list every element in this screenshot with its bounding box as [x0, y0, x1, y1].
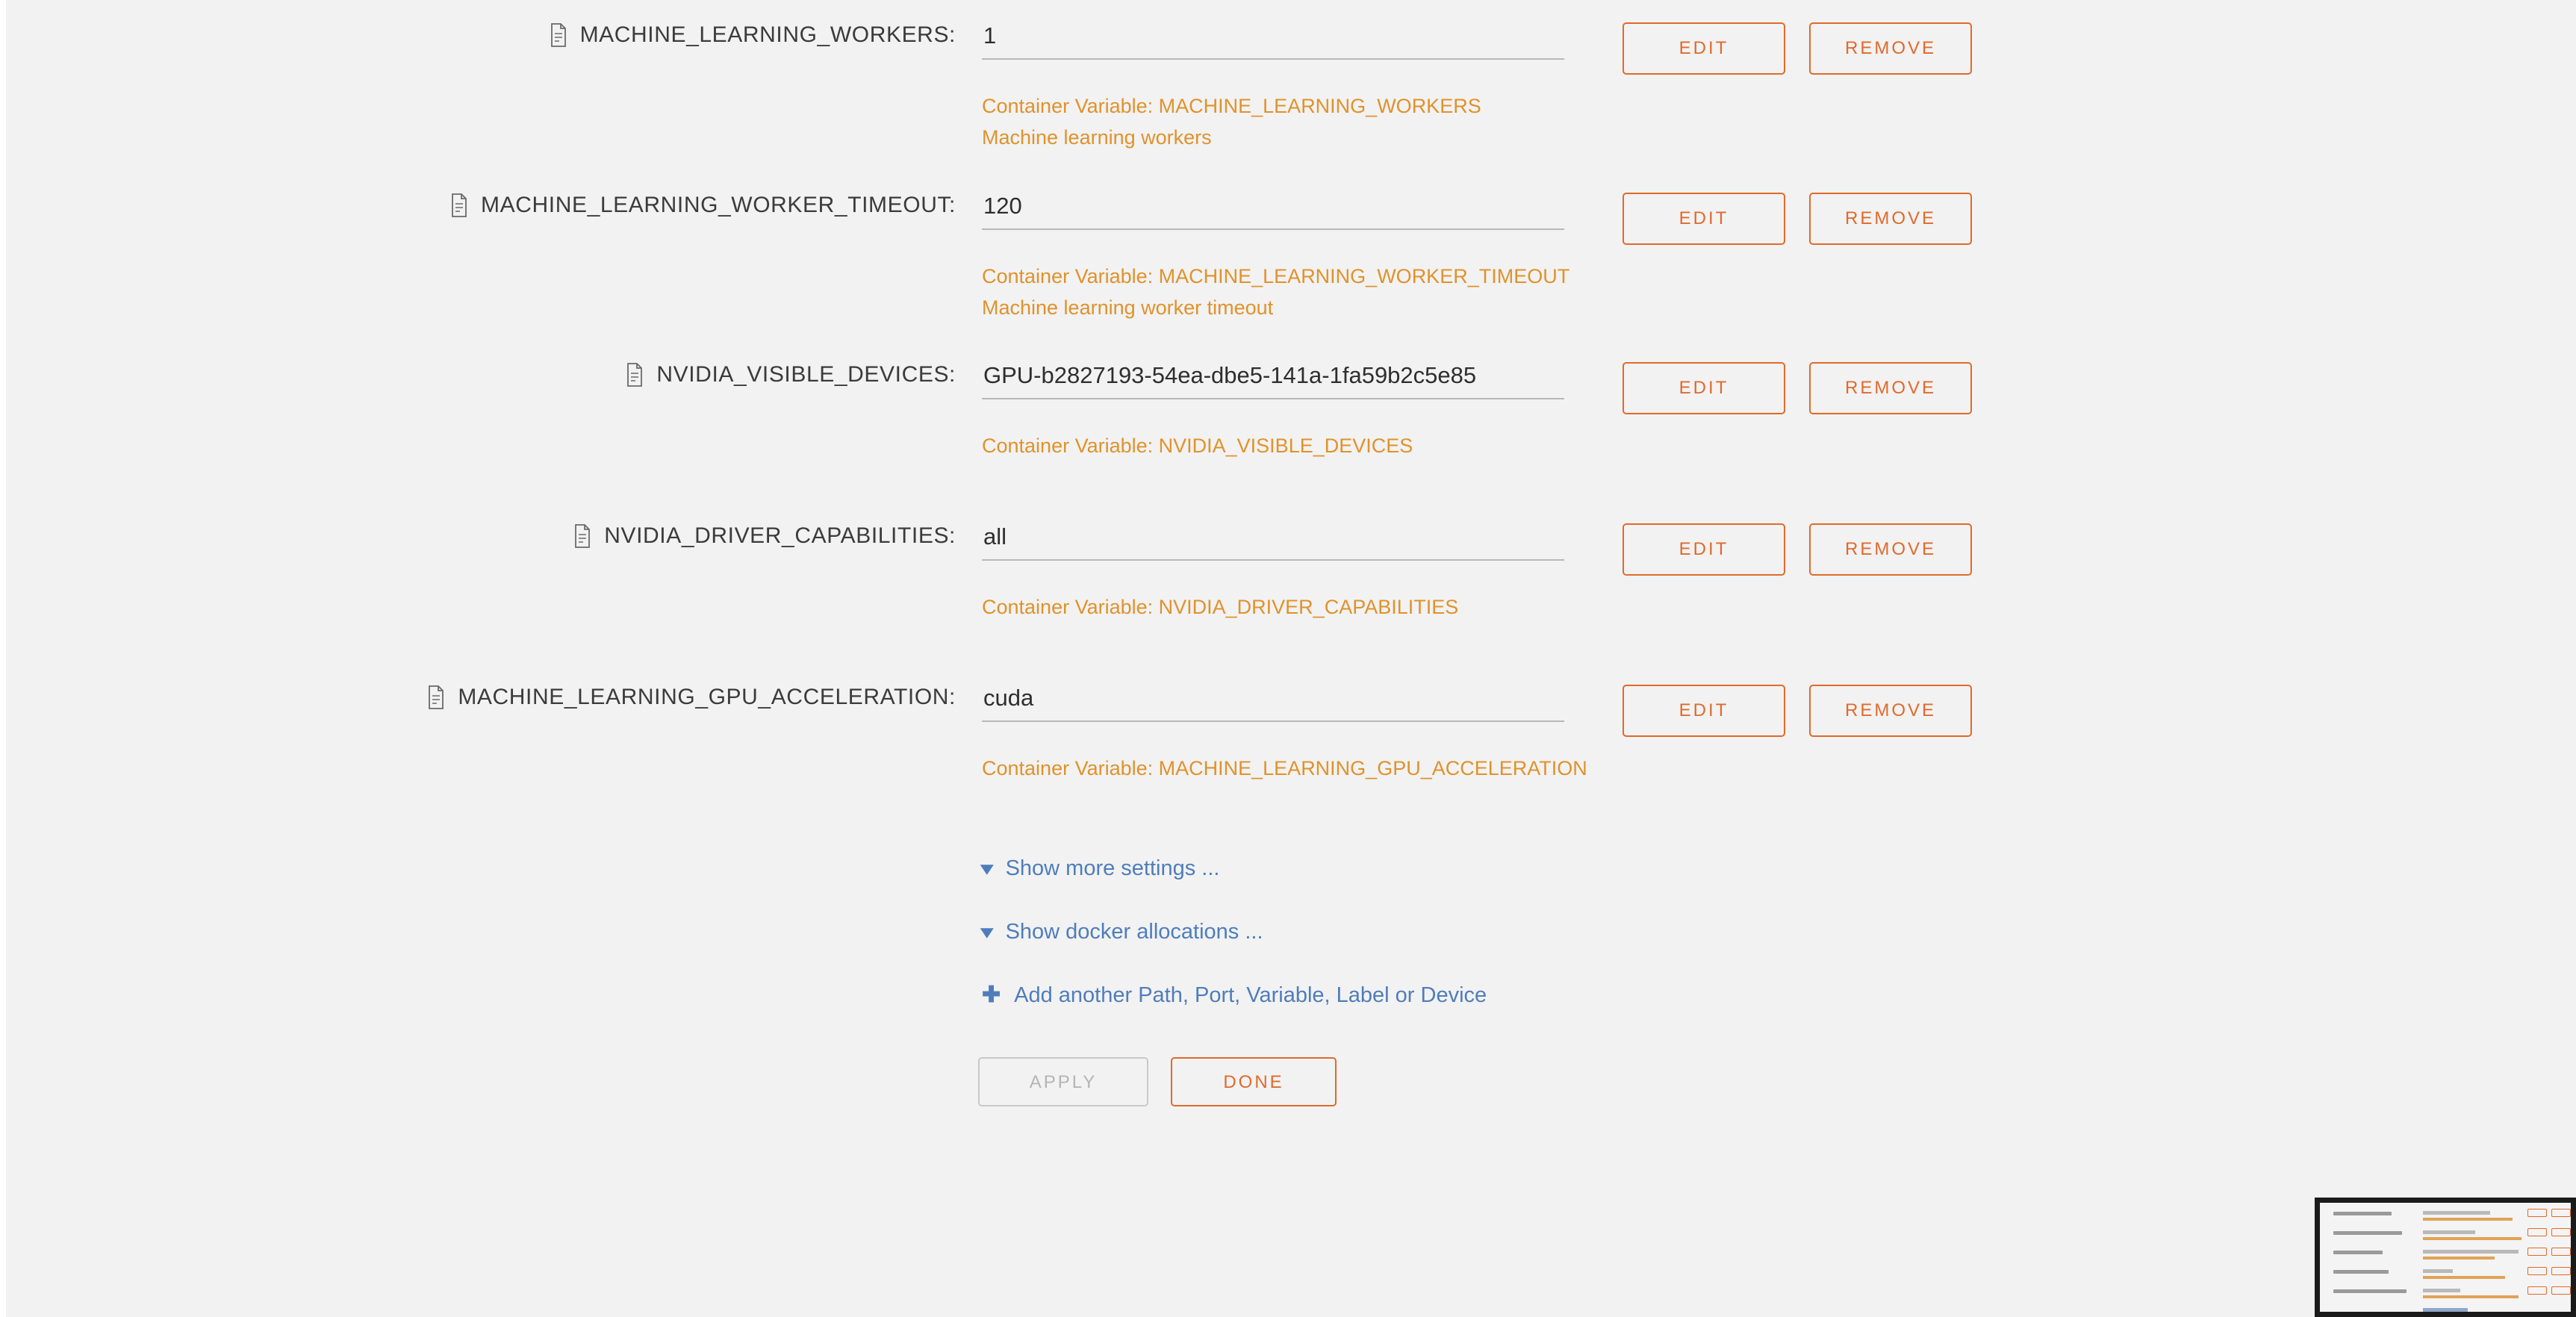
setting-row [0, 462, 2576, 623]
setting-value-input[interactable] [982, 523, 1564, 561]
show-more-settings-label: Show more settings ... [1005, 856, 1220, 880]
setting-row [0, 323, 2576, 462]
apply-button[interactable]: APPLY [978, 1057, 1148, 1106]
setting-value-cell [963, 523, 1546, 561]
helper-line: Container Variable: NVIDIA_VISIBLE_DEVICES [982, 435, 1413, 458]
helper-line: Container Variable: MACHINE_LEARNING_GPU_ACCELERATION [982, 757, 1587, 780]
plus-icon: ✚ [982, 983, 1001, 1008]
setting-row [0, 623, 2576, 785]
setting-label: MACHINE_LEARNING_WORKER_TIMEOUT: [481, 192, 956, 217]
setting-label-cell [0, 193, 963, 218]
setting-value-cell [963, 362, 1546, 399]
setting-value-input[interactable] [982, 362, 1564, 399]
add-another-label: Add another Path, Port, Variable, Label or Device [1014, 983, 1487, 1007]
setting-label: NVIDIA_VISIBLE_DEVICES: [656, 362, 956, 387]
show-docker-allocations-link[interactable] [982, 920, 2576, 944]
setting-helper [982, 576, 2576, 623]
expand-links [982, 785, 2576, 1008]
file-icon [625, 363, 644, 387]
show-docker-allocations-label: Show docker allocations ... [1005, 919, 1263, 944]
remove-button[interactable]: REMOVE [1809, 685, 1972, 737]
setting-label-cell [0, 685, 963, 710]
show-more-settings-link[interactable] [982, 856, 2576, 881]
page-thumbnail-preview [2315, 1198, 2576, 1317]
setting-value-input[interactable] [982, 22, 1564, 60]
file-icon [573, 524, 592, 548]
setting-label: MACHINE_LEARNING_WORKERS: [579, 22, 956, 47]
remove-button[interactable]: REMOVE [1809, 362, 1972, 414]
thumbnail-content [2320, 1203, 2571, 1312]
setting-helper [982, 737, 2576, 785]
add-another-link[interactable] [982, 983, 2576, 1008]
chevron-down-icon: ▾ [980, 920, 994, 943]
edit-button[interactable]: EDIT [1623, 193, 1785, 245]
chevron-down-icon: ▾ [980, 856, 994, 879]
remove-button[interactable]: REMOVE [1809, 523, 1972, 576]
setting-value-input[interactable] [982, 193, 1564, 230]
helper-line: Container Variable: MACHINE_LEARNING_WORKERS [982, 95, 1481, 117]
done-button[interactable]: DONE [1171, 1057, 1337, 1106]
helper-line: Container Variable: MACHINE_LEARNING_WORKER_TIMEOUT [982, 264, 1570, 287]
file-icon [426, 685, 446, 709]
remove-button[interactable]: REMOVE [1809, 22, 1972, 75]
edit-button[interactable]: EDIT [1623, 523, 1785, 576]
setting-value-cell [963, 193, 1546, 230]
setting-buttons [1546, 523, 1972, 576]
edit-button[interactable]: EDIT [1623, 22, 1785, 75]
form-actions [978, 1008, 2576, 1106]
setting-value-input[interactable] [982, 685, 1564, 722]
setting-label: NVIDIA_DRIVER_CAPABILITIES: [604, 523, 956, 549]
file-icon [449, 193, 469, 217]
setting-buttons [1546, 362, 1972, 414]
helper-line: Machine learning workers [982, 125, 1212, 149]
setting-label: MACHINE_LEARNING_GPU_ACCELERATION: [458, 685, 956, 710]
helper-line: Machine learning worker timeout [982, 296, 1274, 319]
setting-value-cell [963, 685, 1546, 722]
edit-button[interactable]: EDIT [1623, 362, 1785, 414]
setting-helper [982, 75, 2576, 154]
setting-buttons [1546, 193, 1972, 245]
setting-label-cell [0, 362, 963, 387]
file-icon [549, 23, 568, 47]
setting-row [0, 154, 2576, 324]
setting-label-cell [0, 523, 963, 549]
setting-buttons [1546, 685, 1972, 737]
helper-line: Container Variable: NVIDIA_DRIVER_CAPABILITIES [982, 596, 1459, 619]
remove-button[interactable]: REMOVE [1809, 193, 1972, 245]
setting-row [0, 0, 2576, 154]
edit-button[interactable]: EDIT [1623, 685, 1785, 737]
setting-label-cell [0, 22, 963, 48]
setting-value-cell [963, 22, 1546, 60]
setting-helper [982, 414, 2576, 462]
setting-buttons [1546, 22, 1972, 75]
setting-helper [982, 245, 2576, 324]
